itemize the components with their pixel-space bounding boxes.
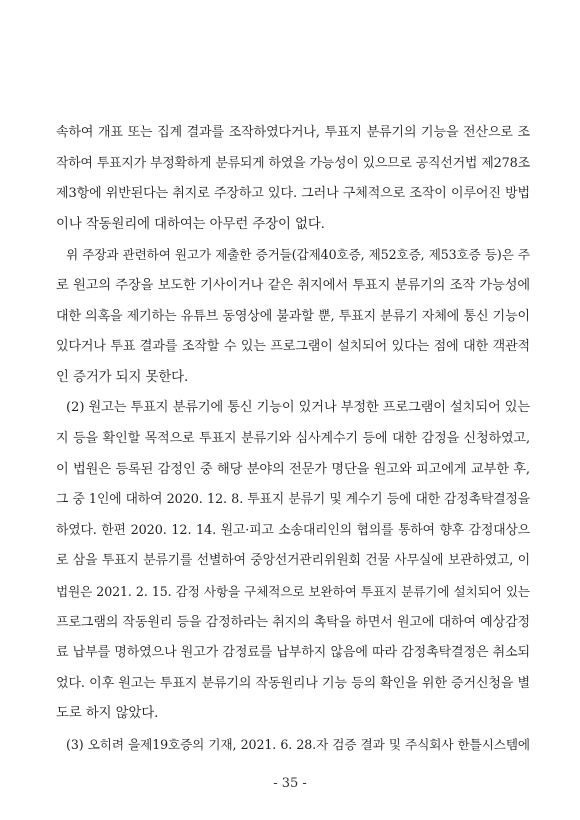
text-line: 제3항에 위반된다는 취지로 주장하고 있다. 그러나 구체적으로 조작이 이루어진 방법 — [56, 186, 530, 202]
text-line: 이나 작동원리에 대하여는 아무런 주장이 없다. — [56, 216, 325, 232]
text-line: 로 원고의 주장을 보도한 기사이거나 같은 취지에서 투표지 분류기의 조작 가능성에 — [56, 277, 530, 293]
text-line: 있다거나 투표 결과를 조작할 수 있는 프로그램이 설치되어 있다는 점에 대한 객관적 — [56, 339, 530, 355]
text-line: 었다. 이후 원고는 투표지 분류기의 작동원리나 기능 등의 확인을 위한 증거신청을 별 — [56, 675, 530, 691]
text-line: 하였다. 한편 2020. 12. 14. 원고·피고 소송대리인의 협의를 통하여 향후 감정대상으 — [56, 522, 530, 538]
page-number: - 35 - — [273, 776, 307, 791]
text-line: 프로그램의 작동원리 등을 감정하라는 취지의 촉탁을 하면서 원고에 대하여 예상감정 — [56, 614, 530, 630]
text-line: 이 법원은 등록된 감정인 중 해당 분야의 전문가 명단을 원고와 피고에게 교부한 후, — [56, 461, 530, 477]
text-line: (3) 오히려 을제19호증의 기재, 2021. 6. 28.자 검증 결과 및 주식회사 한틀시스템에 — [66, 736, 530, 752]
text-line: 작하여 투표지가 부정확하게 분류되게 하였을 가능성이 있으므로 공직선거법 제278조 — [56, 155, 530, 171]
text-line: (2) 원고는 투표지 분류기에 통신 기능이 있거나 부정한 프로그램이 설치되어 있는 — [66, 400, 530, 416]
document-body — [56, 118, 530, 760]
text-line: 료 납부를 명하였으나 원고가 감정료를 납부하지 않음에 따라 감정촉탁결정은 취소되 — [56, 645, 530, 661]
text-line: 법원은 2021. 2. 15. 감정 사항을 구체적으로 보완하여 투표지 분류기에 설치되어 있는 — [56, 583, 530, 599]
text-line: 로 삼을 투표지 분류기를 선별하여 중앙선거관리위원회 건물 사무실에 보관하였고, 이 — [56, 553, 530, 569]
text-line: 위 주장과 관련하여 원고가 제출한 증거들(갑제40호증, 제52호증, 제53호증 등)은 주 — [66, 247, 530, 263]
text-line: 속하여 개표 또는 집계 결과를 조작하였다거나, 투표지 분류기의 기능을 전산으로 조 — [56, 125, 530, 140]
text-line: 그 중 1인에 대하여 2020. 12. 8. 투표지 분류기 및 계수기 등에 대한 감정촉탁결정을 — [56, 492, 530, 508]
text-line: 도로 하지 않았다. — [56, 706, 159, 722]
text-line: 인 증거가 되지 못한다. — [56, 369, 189, 385]
text-line: 지 등을 확인할 목적으로 투표지 분류기와 심사계수기 등에 대한 감정을 신청하였고, — [56, 430, 530, 446]
text-line: 대한 의혹을 제기하는 유튜브 동영상에 불과할 뿐, 투표지 분류기 자체에 통신 기능이 — [56, 308, 530, 324]
